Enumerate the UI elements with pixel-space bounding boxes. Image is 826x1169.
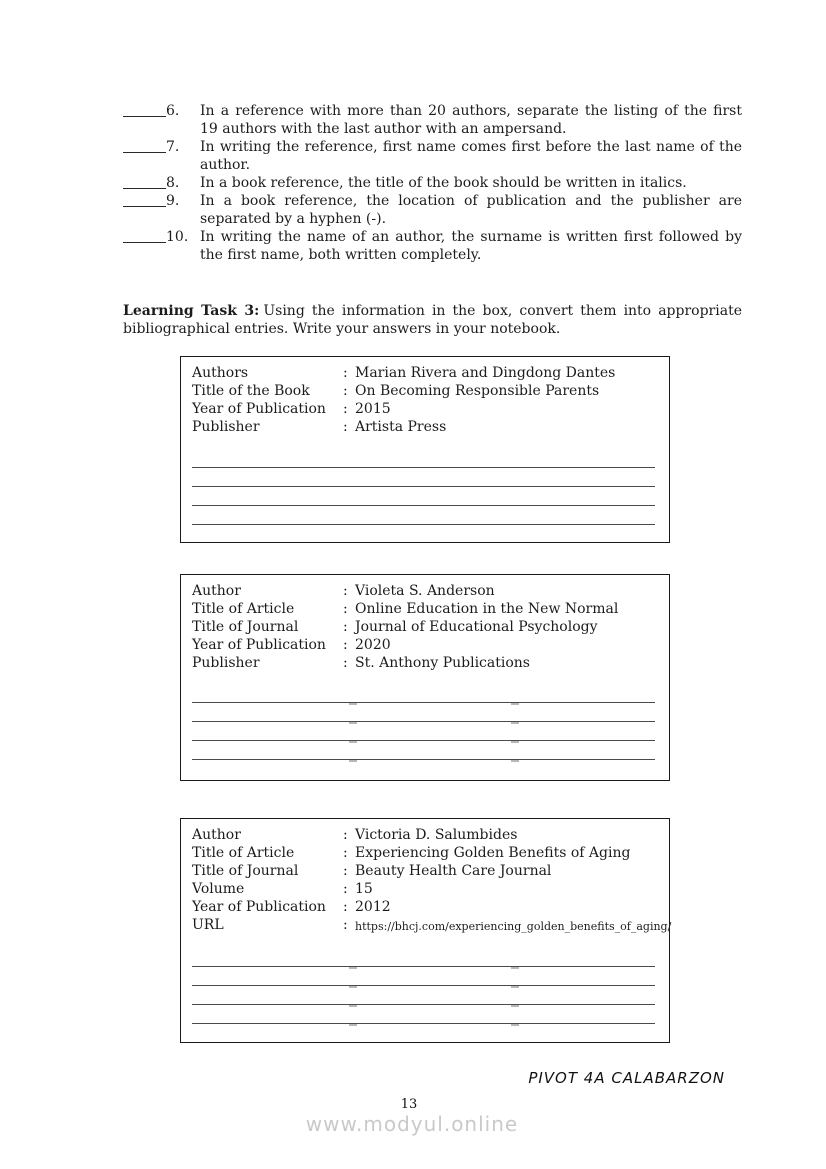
field-label: URL bbox=[192, 917, 224, 933]
answer-line bbox=[192, 684, 655, 703]
answer-line bbox=[192, 506, 655, 525]
field-colon: : bbox=[343, 881, 348, 897]
answer-line bbox=[192, 468, 655, 487]
field-colon: : bbox=[343, 383, 348, 399]
item-text: In a book reference, the title of the book should be written in italics. bbox=[200, 175, 687, 191]
field-colon: : bbox=[343, 419, 348, 435]
answer-blank bbox=[123, 102, 166, 117]
field-label: Title of the Book bbox=[192, 383, 310, 399]
reference-box-journal bbox=[180, 574, 670, 781]
answer-line bbox=[192, 487, 655, 506]
field-label: Year of Publication bbox=[192, 401, 326, 417]
field-row bbox=[192, 364, 655, 382]
field-row bbox=[192, 844, 655, 862]
list-item bbox=[123, 102, 742, 138]
item-text: In writing the name of an author, the surname is written first followed by the first name, both written completely. bbox=[200, 229, 742, 263]
reference-box-online-journal bbox=[180, 818, 670, 1043]
field-label: Title of Article bbox=[192, 845, 295, 861]
list-item bbox=[123, 228, 742, 264]
field-colon: : bbox=[343, 899, 348, 915]
field-row bbox=[192, 418, 655, 436]
answer-line bbox=[192, 948, 655, 967]
answer-line bbox=[192, 1005, 655, 1024]
field-value: 2012 bbox=[355, 899, 391, 915]
answer-lines bbox=[192, 684, 655, 760]
field-colon: : bbox=[343, 619, 348, 635]
answer-line bbox=[192, 449, 655, 468]
field-value: Marian Rivera and Dingdong Dantes bbox=[355, 365, 616, 381]
answer-line bbox=[192, 741, 655, 760]
field-colon: : bbox=[343, 365, 348, 381]
item-text: In writing the reference, first name comes first before the last name of the author. bbox=[200, 139, 742, 173]
field-row bbox=[192, 862, 655, 880]
item-number: 8. bbox=[166, 175, 180, 191]
field-label: Volume bbox=[192, 881, 245, 897]
answer-lines bbox=[192, 449, 655, 525]
answer-line bbox=[192, 722, 655, 741]
field-colon: : bbox=[343, 863, 348, 879]
answer-line bbox=[192, 986, 655, 1005]
field-value: Beauty Health Care Journal bbox=[355, 863, 552, 879]
field-row bbox=[192, 916, 672, 934]
field-label: Title of Article bbox=[192, 601, 295, 617]
item-number: 6. bbox=[166, 103, 180, 119]
field-value: St. Anthony Publications bbox=[355, 655, 530, 671]
true-false-items bbox=[123, 102, 742, 264]
answer-line bbox=[192, 967, 655, 986]
page-content bbox=[123, 102, 742, 1043]
field-row bbox=[192, 382, 655, 400]
field-value-url: https://bhcj.com/experiencing_golden_benefits_of_aging/ bbox=[355, 920, 672, 933]
item-number: 7. bbox=[166, 139, 180, 155]
field-value: 2020 bbox=[355, 637, 391, 653]
answer-lines bbox=[192, 948, 655, 1024]
item-text: In a book reference, the location of publication and the publisher are separated by a hyphen (-). bbox=[200, 193, 742, 227]
field-label: Publisher bbox=[192, 419, 260, 435]
field-colon: : bbox=[343, 601, 348, 617]
field-value: On Becoming Responsible Parents bbox=[355, 383, 600, 399]
reference-box-book bbox=[180, 356, 670, 543]
watermark: www.modyul.online bbox=[305, 1112, 519, 1136]
field-colon: : bbox=[343, 401, 348, 417]
list-item bbox=[123, 138, 742, 174]
field-label: Author bbox=[192, 827, 241, 843]
field-row bbox=[192, 582, 655, 600]
field-colon: : bbox=[343, 917, 348, 933]
item-number: 9. bbox=[166, 193, 180, 209]
field-colon: : bbox=[343, 845, 348, 861]
field-row bbox=[192, 400, 655, 418]
field-label: Author bbox=[192, 583, 241, 599]
field-row bbox=[192, 618, 655, 636]
list-item bbox=[123, 174, 742, 192]
field-label: Authors bbox=[192, 365, 249, 381]
field-colon: : bbox=[343, 637, 348, 653]
field-value: Experiencing Golden Benefits of Aging bbox=[355, 845, 631, 861]
field-value: 15 bbox=[355, 881, 373, 897]
footer-brand: PIVOT 4A CALABARZON bbox=[528, 1069, 725, 1087]
field-value: 2015 bbox=[355, 401, 391, 417]
list-item bbox=[123, 192, 742, 228]
field-row bbox=[192, 880, 655, 898]
item-text: In a reference with more than 20 authors, separate the listing of the first 19 authors with the last author with an ampersand. bbox=[200, 103, 742, 137]
field-label: Title of Journal bbox=[192, 863, 299, 879]
answer-blank bbox=[123, 174, 166, 189]
field-value: Victoria D. Salumbides bbox=[355, 827, 518, 843]
field-value: Online Education in the New Normal bbox=[355, 601, 619, 617]
learning-task-paragraph bbox=[123, 302, 742, 338]
field-value: Journal of Educational Psychology bbox=[355, 619, 598, 635]
field-colon: : bbox=[343, 655, 348, 671]
field-label: Title of Journal bbox=[192, 619, 299, 635]
field-colon: : bbox=[343, 827, 348, 843]
answer-blank bbox=[123, 192, 166, 207]
field-row bbox=[192, 898, 655, 916]
item-number: 10. bbox=[166, 229, 189, 245]
answer-blank bbox=[123, 228, 166, 243]
field-row bbox=[192, 636, 655, 654]
learning-task-instructions: Using the information in the box, convert them into appropriate bibliographical entries. Write your answers in your notebook. bbox=[123, 303, 742, 337]
field-row bbox=[192, 826, 655, 844]
field-label: Publisher bbox=[192, 655, 260, 671]
answer-line bbox=[192, 703, 655, 722]
page-number: 13 bbox=[400, 1097, 418, 1112]
learning-task-label: Learning Task 3: bbox=[123, 303, 260, 319]
field-colon: : bbox=[343, 583, 348, 599]
field-value: Artista Press bbox=[355, 419, 447, 435]
field-label: Year of Publication bbox=[192, 637, 326, 653]
field-label: Year of Publication bbox=[192, 899, 326, 915]
answer-blank bbox=[123, 138, 166, 153]
field-row bbox=[192, 600, 655, 618]
field-value: Violeta S. Anderson bbox=[355, 583, 495, 599]
field-row bbox=[192, 654, 655, 672]
